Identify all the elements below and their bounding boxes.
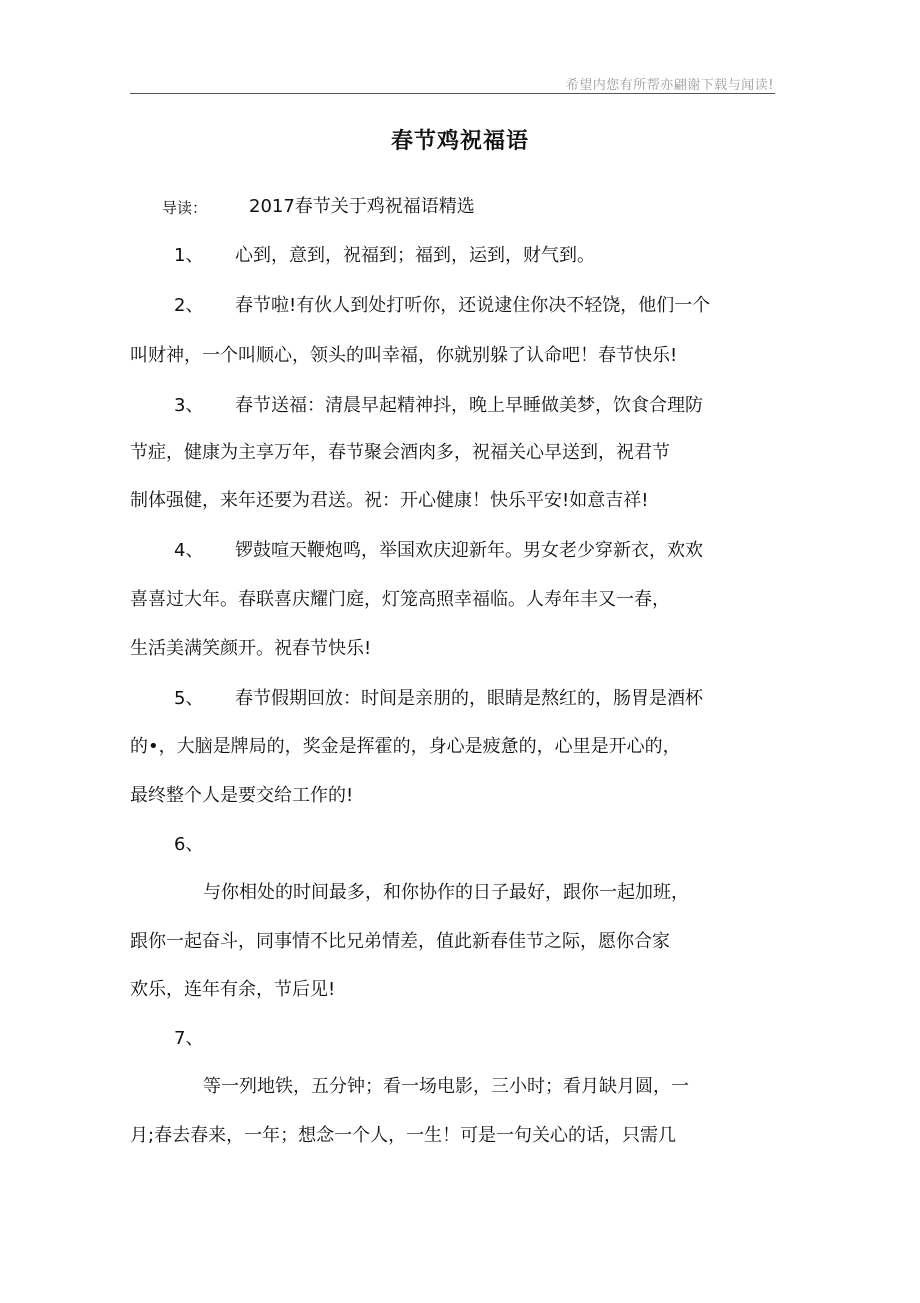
item-4-line-1: 锣鼓喧天鞭炮鸣，举国欢庆迎新年。男女老少穿新衣，欢欢: [235, 540, 703, 561]
guide-label: 导读：: [162, 199, 208, 217]
item-1-number: 1、: [174, 245, 204, 266]
item-5-line-3: 最终整个人是要交给工作的!: [130, 785, 354, 806]
item-6-line-2: 跟你一起奋斗，同事情不比兄弟情差，值此新春佳节之际，愿你合家: [130, 931, 670, 952]
item-4-line-3: 生活美满笑颜开。祝春节快乐!: [130, 638, 372, 659]
item-5-line-1: 春节假期回放：时间是亲朋的，眼睛是熬红的，肠胃是酒杯: [235, 688, 703, 709]
item-2-line-1: 春节啦!有伙人到处打听你，还说逮住你决不轻饶，他们一个: [235, 295, 711, 316]
item-7-number: 7、: [174, 1028, 204, 1049]
item-6-number: 6、: [174, 834, 204, 855]
header-note: 希望内您有所帮亦翩谢下载与闻读!: [565, 78, 774, 93]
item-2-number: 2、: [174, 295, 204, 316]
item-3-number: 3、: [174, 395, 204, 416]
item-6-line-3: 欢乐，连年有余，节后见!: [130, 979, 336, 1000]
item-3-line-2: 节症，健康为主享万年，春节聚会酒肉多，祝福关心早送到，祝君节: [130, 442, 670, 463]
header-divider: [130, 93, 775, 94]
item-3-line-3: 制体强健，来年还要为君送。祝：开心健康！快乐平安!如意吉祥!: [130, 490, 649, 511]
item-7-line-1: 等一列地铁，五分钟；看一场电影，三小时；看月缺月圆，一: [203, 1076, 689, 1097]
item-4-number: 4、: [174, 540, 204, 561]
guide-text: 2017春节关于鸡祝福语精选: [249, 196, 475, 217]
document-title: 春节鸡祝福语: [390, 129, 529, 154]
item-1-line-1: 心到，意到，祝福到；福到，运到，财气到。: [235, 245, 595, 266]
item-5-number: 5、: [174, 688, 204, 709]
item-6-line-1: 与你相处的时间最多，和你协作的日子最好，跟你一起加班，: [203, 882, 689, 903]
item-3-line-1: 春节送福：清晨早起精神抖，晚上早睡做美梦，饮食合理防: [235, 395, 703, 416]
item-7-line-2: 月;春去春来，一年；想念一个人，一生！可是一句关心的话，只需几: [130, 1125, 677, 1146]
item-2-line-2: 叫财神，一个叫顺心，领头的叫幸福，你就别躲了认命吧！春节快乐!: [130, 345, 678, 366]
item-5-line-2: 的•，大脑是牌局的，奖金是挥霍的，身心是疲惫的，心里是开心的，: [130, 736, 681, 757]
item-4-line-2: 喜喜过大年。春联喜庆耀门庭，灯笼高照幸福临。人寿年丰又一春，: [130, 589, 670, 610]
